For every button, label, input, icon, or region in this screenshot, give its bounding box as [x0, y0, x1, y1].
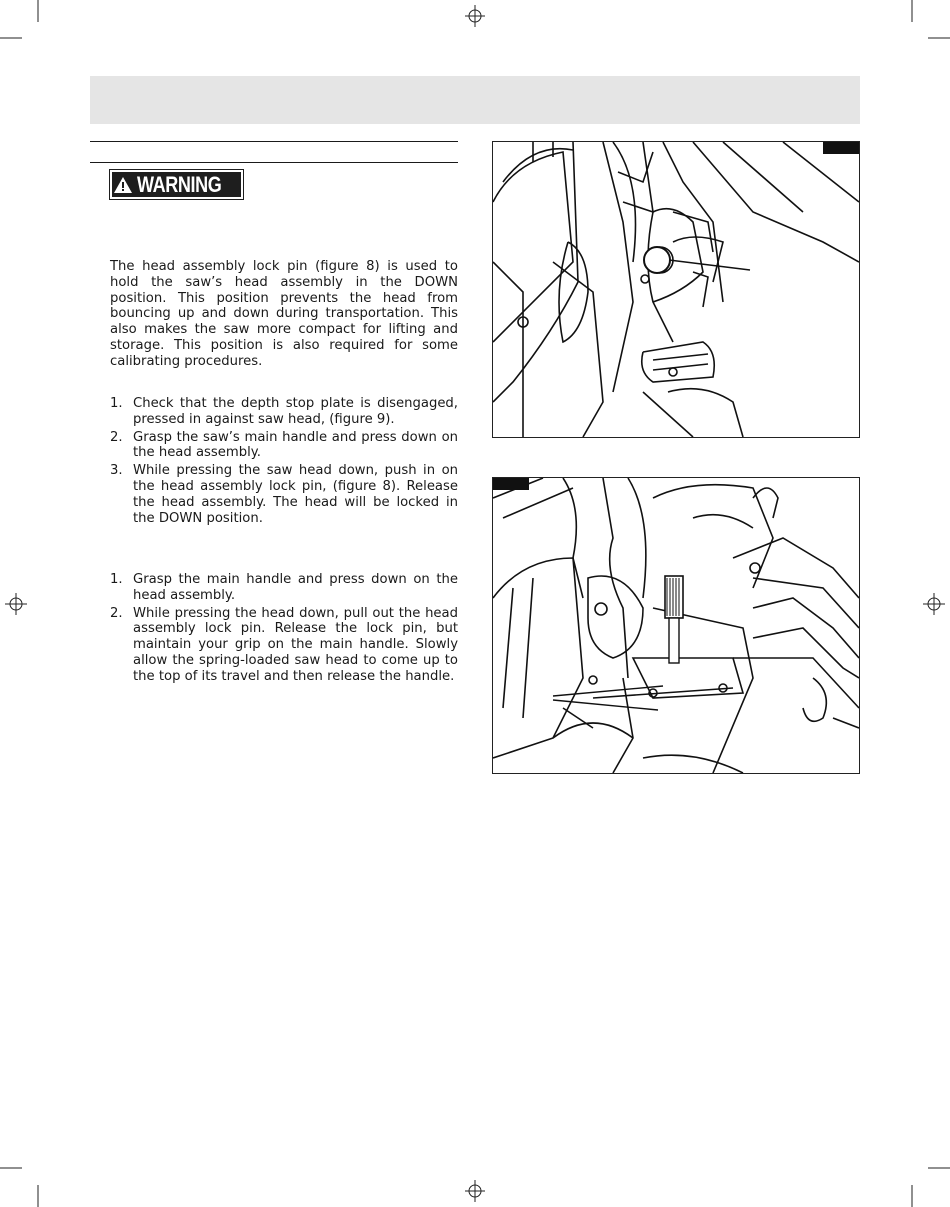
registration-mark-top	[465, 5, 485, 27]
registration-mark-left	[5, 593, 27, 615]
list-item: 2. Grasp the saw’s main handle and press down on the head assembly.	[110, 429, 458, 461]
figure-8-lock-pin	[492, 141, 860, 438]
release-steps-list	[110, 572, 458, 687]
list-item: 2. While pressing the head down, pull out the head assembly lock pin. Release the lock pin, but maintain your grip on the main handle. Slowly allow the spring-loaded saw head to come up to the top of its travel and then release the handle.	[110, 605, 458, 684]
registration-mark-bottom	[465, 1180, 485, 1202]
title-rule-top	[90, 141, 458, 142]
warning-label: WARNING	[137, 171, 222, 197]
intro-paragraph: The head assembly lock pin (figure 8) is used to hold the saw’s head assembly in the DOWN position. This position prevents the head from bouncing up and down during transportation. This also makes the saw more compact for lifting and storage. This position is also required for some calibrating procedures.	[110, 259, 458, 369]
list-item: 1. Grasp the main handle and press down on the head assembly.	[110, 572, 458, 603]
warning-triangle-icon	[113, 176, 133, 194]
list-item: 1. Check that the depth stop plate is disengaged, pressed in against saw head, (figure 9).	[110, 396, 458, 427]
warning-badge	[110, 170, 243, 199]
list-item: 3. While pressing the saw head down, push in on the head assembly lock pin, (figure 8). Release the head assembly. The head will be locked in the DOWN position.	[110, 463, 458, 526]
registration-mark-right	[923, 593, 945, 615]
figure-9-depth-stop	[492, 477, 860, 774]
depth-stop-illustration	[493, 478, 859, 773]
lock-steps-list	[110, 396, 458, 528]
lock-pin-illustration	[493, 142, 859, 437]
section-header-band	[90, 76, 860, 124]
title-rule-bottom	[90, 162, 458, 163]
